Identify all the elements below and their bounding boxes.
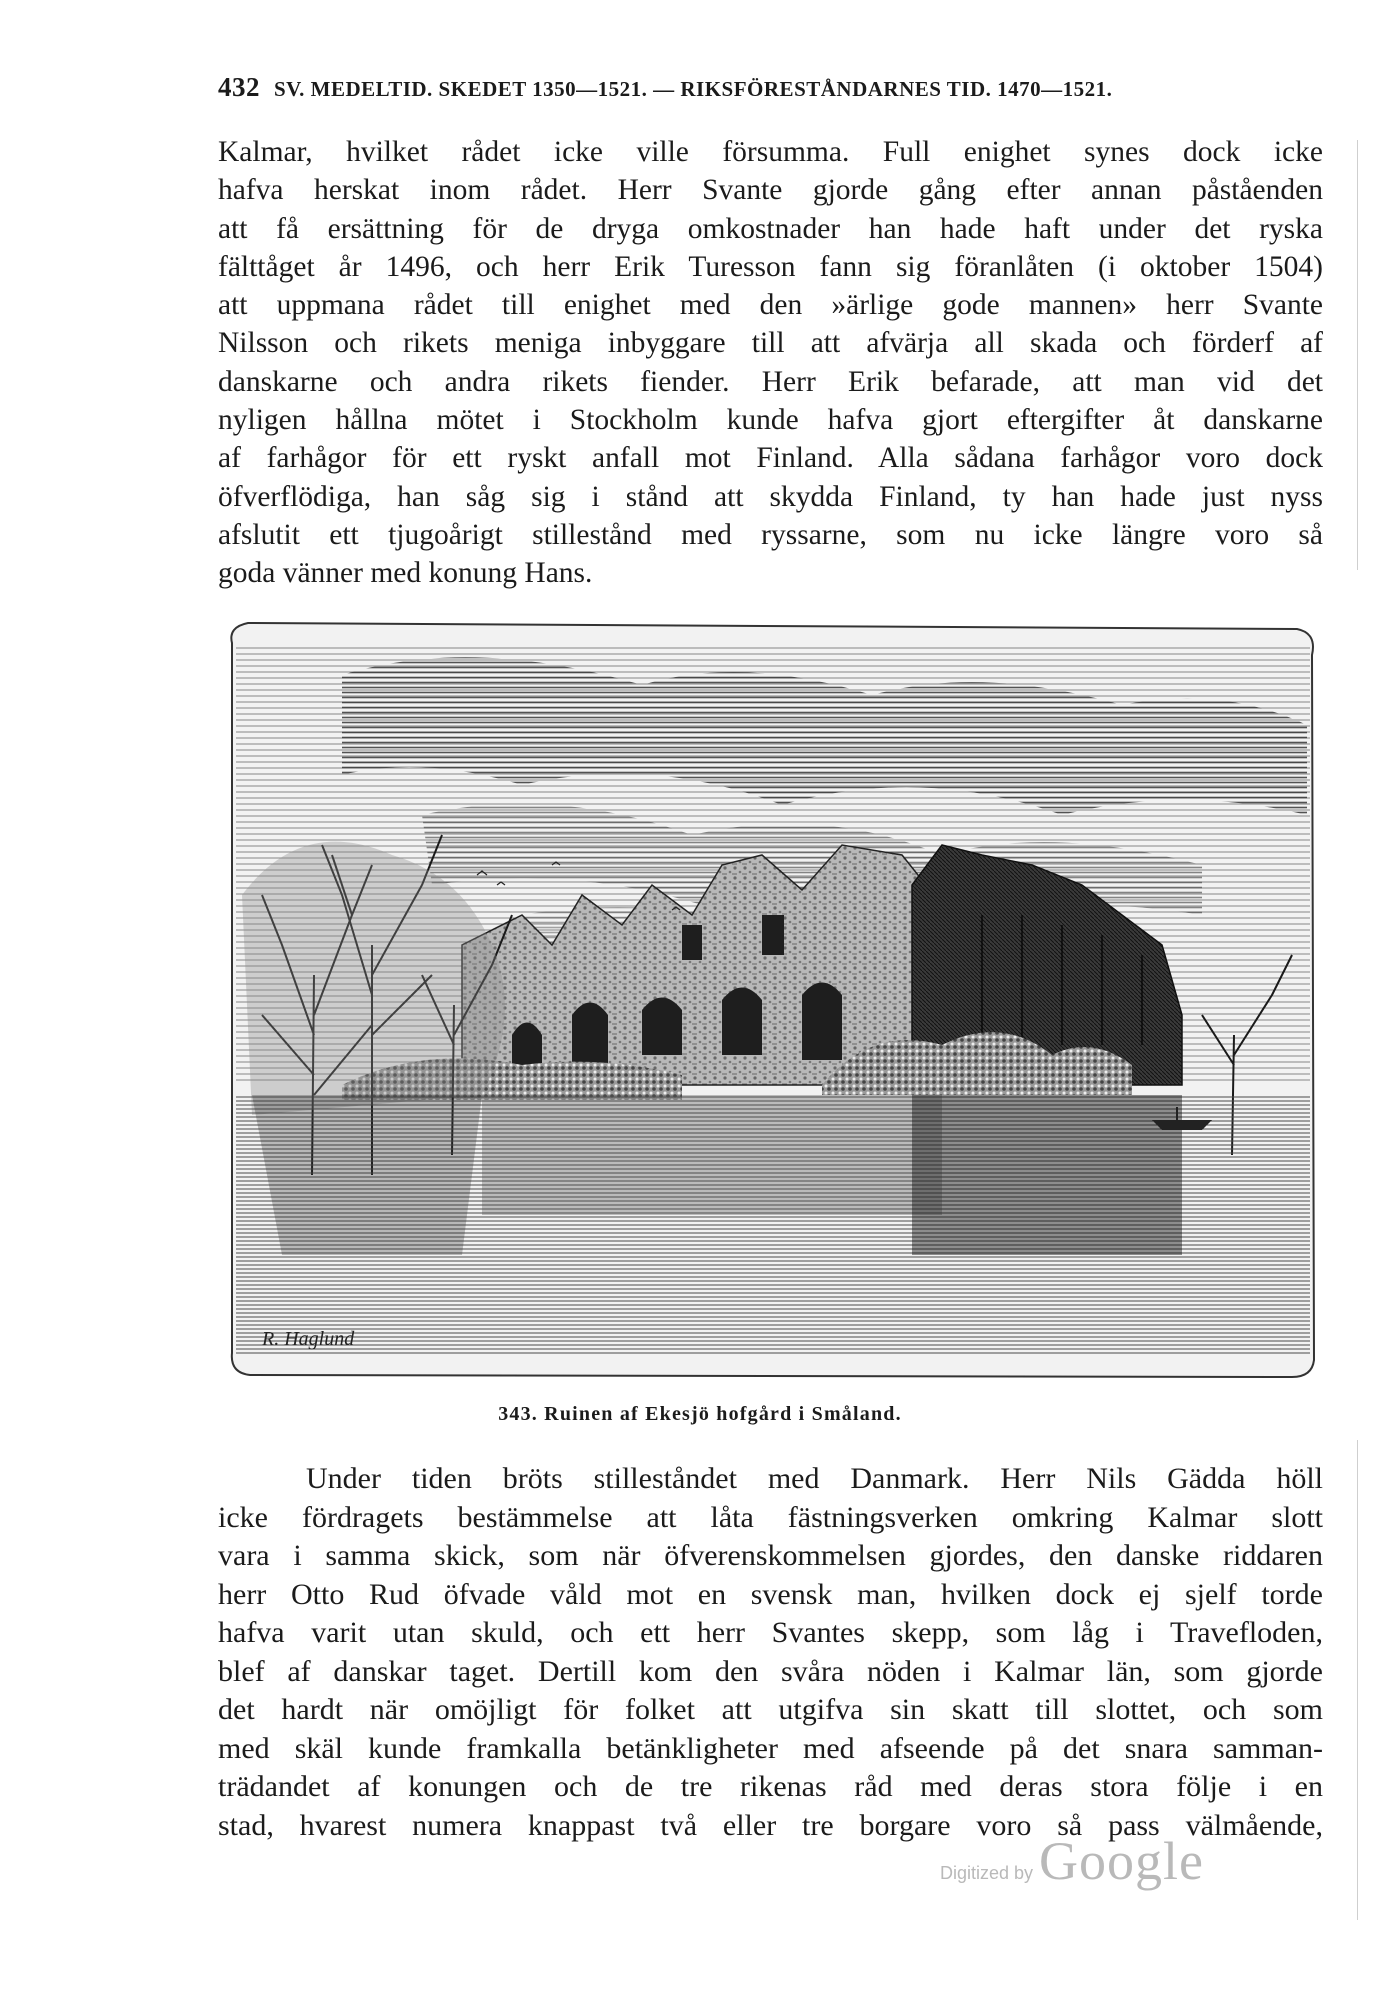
text-line: goda vänner med konung Hans. <box>218 557 593 590</box>
text-line: det hardt när omöjligt för folket att utgifva sin skatt till slottet, och som <box>218 1693 1323 1726</box>
text-line: stad, hvarest numera knappast två eller tre borgare voro så pass välmående, <box>218 1808 1323 1842</box>
text-line: herr Otto Rud öfvade våld mot en svensk man, hvilken dock ej sjelf torde <box>218 1577 1323 1611</box>
text-line: Kalmar, hvilket rådet icke ville försumma. Full enighet synes dock icke <box>218 136 1323 168</box>
rowing-boat <box>1152 1120 1212 1130</box>
scan-edge-line <box>1357 140 1358 570</box>
castle-ruin-engraving <box>222 615 1322 1385</box>
text-line: danskarne och andra rikets fiender. Herr Erik befarade, att man vid det <box>218 365 1323 398</box>
text-line: hafva varit utan skuld, och ett herr Svantes skepp, som låg i Travefloden, <box>218 1616 1323 1649</box>
text-line: att få ersättning för de dryga omkostnader han hade haft under det ryska <box>218 212 1323 245</box>
digitization-watermark <box>940 1830 1204 1892</box>
page-number: 432 <box>218 72 260 102</box>
text-line: Under tiden bröts stilleståndet med Danmark. Herr Nils Gädda höll <box>306 1462 1323 1495</box>
scan-edge-line <box>1357 1440 1358 1920</box>
paragraph-bottom <box>218 1460 1323 1845</box>
watermark-brand: Google <box>1039 1831 1205 1891</box>
text-line: icke fördragets bestämmelse att låta fästningsverken omkring Kalmar slott <box>218 1500 1323 1534</box>
text-line: afslutit ett tjugoårigt stillestånd med ryssarne, som nu icke längre voro så <box>218 518 1323 551</box>
watermark-prefix: Digitized by <box>940 1863 1034 1883</box>
text-line: af farhågor för ett ryskt anfall mot Finland. Alla sådana farhågor voro dock <box>218 442 1323 475</box>
engraving-illustration <box>222 615 1322 1385</box>
text-line: att uppmana rådet till enighet med den »ärlige gode mannen» herr Svante <box>218 289 1323 322</box>
text-line: med skäl kunde framkalla betänkligheter med afseende på det snara samman- <box>218 1731 1323 1765</box>
text-line: blef af danskar taget. Dertill kom den svåra nöden i Kalmar län, som gjorde <box>218 1654 1323 1688</box>
text-line: Nilsson och rikets meniga inbyggare till att afvärja all skada och förderf af <box>218 327 1323 360</box>
text-line: trädandet af konungen och de tre rikenas råd med deras stora följe i en <box>218 1770 1323 1803</box>
text-line: nyligen hållna mötet i Stockholm kunde hafva gjort eftergifter åt danskarne <box>218 404 1323 437</box>
text-line: öfverflödiga, han såg sig i stånd att skydda Finland, ty han hade just nyss <box>218 480 1323 513</box>
running-title: SV. MEDELTID. SKEDET 1350—1521. — RIKSFÖRESTÅNDARNES TID. 1470—1521. <box>274 77 1113 101</box>
paragraph-top <box>218 133 1323 593</box>
figure-caption: 343. Ruinen af Ekesjö hofgård i Småland. <box>498 1403 902 1425</box>
text-line: fälttåget år 1496, och herr Erik Turesson fann sig föranlåten (i oktober 1504) <box>218 250 1323 283</box>
text-line: hafva herskat inom rådet. Herr Svante gjorde gång efter annan påståenden <box>218 174 1323 207</box>
text-line: vara i samma skick, som när öfverenskommelsen gjordes, den danske riddaren <box>218 1539 1323 1572</box>
running-header <box>218 72 1323 103</box>
engraver-signature: R. Haglund <box>262 1328 355 1350</box>
